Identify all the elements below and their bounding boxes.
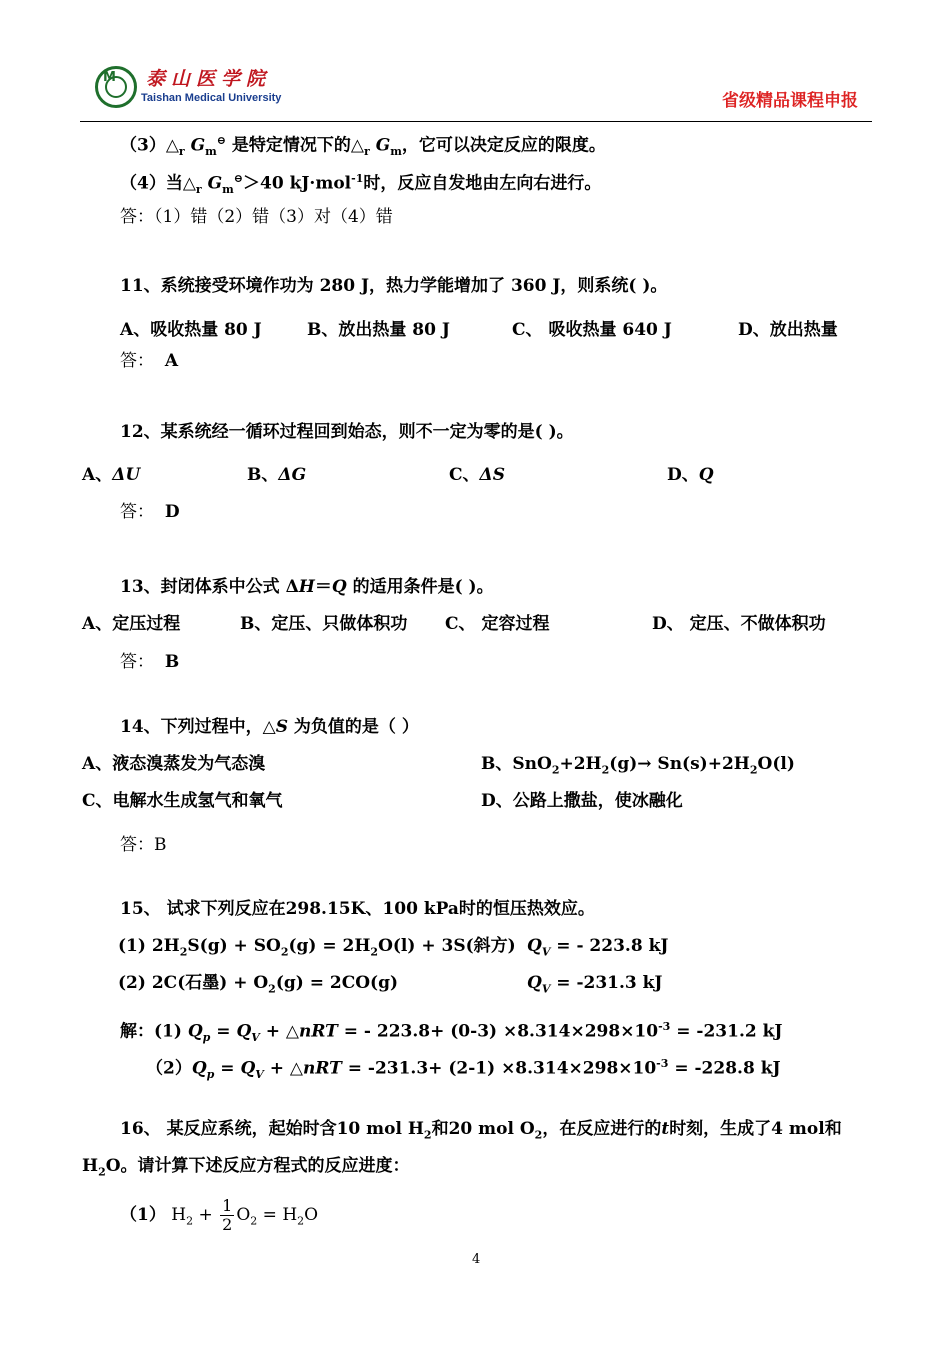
header-rule xyxy=(80,121,872,122)
q11-option-b: B、放出热量 80 J xyxy=(307,320,450,340)
q15-stem: 15、 试求下列反应在298.15K、100 kPa时的恒压热效应。 xyxy=(120,899,595,919)
q10-item-3: $(3)\triangle_r$ $G_m^⊖$ 是特定情况下的$\triangle_r$ $G_m$，它可以决定反应的限度。 xyxy=(120,134,606,159)
q13-option-d: D、 定压、不做体积功 xyxy=(652,614,826,634)
q15-reaction-1-heat: $Q_V$ = - 223.8 kJ xyxy=(527,936,669,959)
q16-stem-line-1: 16、 某反应系统，起始时含10 mol $H_2$和20 mol $O_2$，在反应进行的t时刻，生成了4 mol和 xyxy=(120,1119,842,1142)
fraction-one-half: $\frac{1}{2}$ xyxy=(222,1196,233,1234)
logo-mark-icon: M xyxy=(103,70,116,85)
school-logo xyxy=(95,66,137,108)
q11-option-c: C、 吸收热量 640 J xyxy=(512,320,672,340)
school-name-en: Taishan Medical University xyxy=(141,92,282,104)
q14-answer: 答：B xyxy=(120,835,167,855)
school-name-cn: 泰山医学院 xyxy=(146,68,272,90)
q16-equation-1: （1） $H_2$ + $\frac{1}{2}$ $O_2 = H_2O$ xyxy=(120,1196,319,1234)
q13-option-c: C、 定容过程 xyxy=(445,614,550,634)
q15-solution-1: 解：(1) $Q_p = Q_V$ + △nRT = - $223.8+ (0-3) \times 8.314\times 298\times 10^{-3} = -231.2$ kJ xyxy=(120,1020,783,1045)
q12-answer: 答： D xyxy=(120,502,180,522)
q12-stem: 12、某系统经一循环过程回到始态，则不一定为零的是( )。 xyxy=(120,422,574,442)
q13-option-a: A、定压过程 xyxy=(82,614,181,634)
q11-option-a: A、吸收热量 80 J xyxy=(120,320,262,340)
q15-reaction-1: (1) $2H_2S(g) + SO_2(g) = 2H_2O(l) + 3S$(斜方) xyxy=(118,936,516,959)
q15-reaction-2: (2) 2C(石墨) + $O_2(g) = 2CO(g)$ xyxy=(118,973,399,996)
q14-option-d: D、公路上撒盐，使冰融化 xyxy=(481,791,683,811)
header-title: 省级精品课程申报 xyxy=(722,91,858,111)
q16-stem-line-2: $H_2O$。请计算下述反应方程式的反应进度： xyxy=(82,1156,410,1179)
q12-option-a: A、ΔU xyxy=(82,465,141,485)
q13-option-b: B、定压、只做体积功 xyxy=(240,614,408,634)
q15-reaction-2-heat: $Q_V = -231.3$ kJ xyxy=(527,973,663,996)
q10-item-4: （4）当$\triangle_r$ $G_m^⊖>40$ kJ·mol$^{-1}$时，反应自发地由左向右进行。 xyxy=(120,172,602,197)
q13-answer: 答： B xyxy=(120,652,180,672)
q15-solution-2: $(2)Q_p = Q_V$ + △nRT = $-231.3+ (2-1) \times 8.314\times 298\times 10^{-3} = -228.8$ kJ xyxy=(146,1057,781,1082)
q14-stem: 14、下列过程中，△S 为负值的是（ ） xyxy=(120,717,419,737)
q11-option-d: D、放出热量 xyxy=(738,320,838,340)
q14-option-b: B、$SnO_2+2H_2(g)\to Sn(s)+2H_2O(l)$ xyxy=(481,754,795,777)
q10-answer: 答：（1）错（2）错（3）对（4）错 xyxy=(120,207,393,227)
q14-option-c: C、电解水生成氢气和氧气 xyxy=(82,791,283,811)
q12-option-d: D、Q xyxy=(667,465,714,485)
q11-stem: 11、系统接受环境作功为 280 J，热力学能增加了 360 J，则系统( )。 xyxy=(120,276,668,296)
q13-stem: 13、封闭体系中公式 ΔH＝Q 的适用条件是( )。 xyxy=(120,577,494,597)
page-number: 4 xyxy=(472,1252,481,1267)
q12-option-b: B、ΔG xyxy=(247,465,307,485)
q12-option-c: C、ΔS xyxy=(449,465,505,485)
q14-option-a: A、液态溴蒸发为气态溴 xyxy=(82,754,266,774)
q11-answer: 答： A xyxy=(120,351,179,371)
